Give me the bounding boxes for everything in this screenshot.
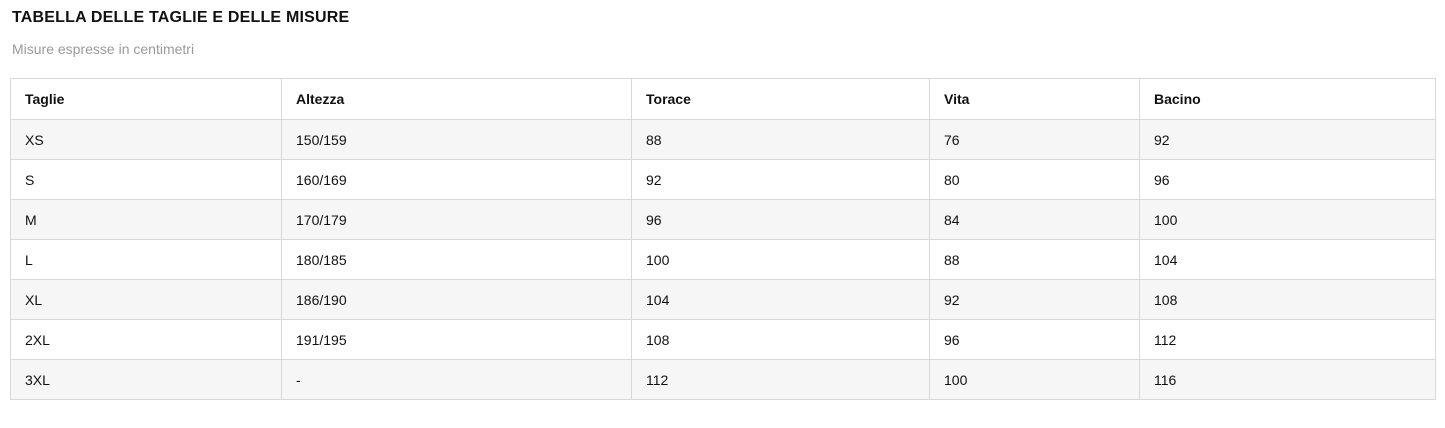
cell-height: 170/179 (282, 200, 632, 240)
cell-hip: 104 (1140, 240, 1436, 280)
cell-height: 180/185 (282, 240, 632, 280)
cell-chest: 112 (632, 360, 930, 400)
cell-size: XS (11, 120, 282, 160)
cell-waist: 76 (930, 120, 1140, 160)
table-row (11, 280, 1436, 320)
cell-height: - (282, 360, 632, 400)
table-body (11, 120, 1436, 400)
column-header-vita: Vita (930, 79, 1140, 120)
column-header-torace: Torace (632, 79, 930, 120)
table-header (11, 79, 1436, 120)
cell-height: 150/159 (282, 120, 632, 160)
cell-waist: 100 (930, 360, 1140, 400)
table-row (11, 240, 1436, 280)
cell-height: 186/190 (282, 280, 632, 320)
cell-hip: 96 (1140, 160, 1436, 200)
cell-hip: 112 (1140, 320, 1436, 360)
cell-hip: 100 (1140, 200, 1436, 240)
table-row (11, 160, 1436, 200)
cell-chest: 96 (632, 200, 930, 240)
cell-height: 191/195 (282, 320, 632, 360)
cell-size: L (11, 240, 282, 280)
cell-hip: 92 (1140, 120, 1436, 160)
column-header-bacino: Bacino (1140, 79, 1436, 120)
cell-size: XL (11, 280, 282, 320)
table-row (11, 360, 1436, 400)
cell-chest: 92 (632, 160, 930, 200)
cell-height: 160/169 (282, 160, 632, 200)
cell-size: 2XL (11, 320, 282, 360)
cell-size: M (11, 200, 282, 240)
cell-hip: 116 (1140, 360, 1436, 400)
cell-waist: 88 (930, 240, 1140, 280)
column-header-taglie: Taglie (11, 79, 282, 120)
table-row (11, 200, 1436, 240)
cell-waist: 84 (930, 200, 1140, 240)
table-header-row (11, 79, 1436, 120)
cell-size: S (11, 160, 282, 200)
cell-waist: 80 (930, 160, 1140, 200)
cell-chest: 88 (632, 120, 930, 160)
cell-waist: 92 (930, 280, 1140, 320)
table-row (11, 320, 1436, 360)
cell-chest: 100 (632, 240, 930, 280)
cell-waist: 96 (930, 320, 1140, 360)
column-header-altezza: Altezza (282, 79, 632, 120)
cell-hip: 108 (1140, 280, 1436, 320)
page-subtitle: Misure espresse in centimetri (12, 41, 195, 57)
cell-chest: 108 (632, 320, 930, 360)
size-measurements-table (10, 78, 1436, 400)
cell-chest: 104 (632, 280, 930, 320)
table-row (11, 120, 1436, 160)
cell-size: 3XL (11, 360, 282, 400)
page-title: TABELLA DELLE TAGLIE E DELLE MISURE (12, 9, 350, 26)
